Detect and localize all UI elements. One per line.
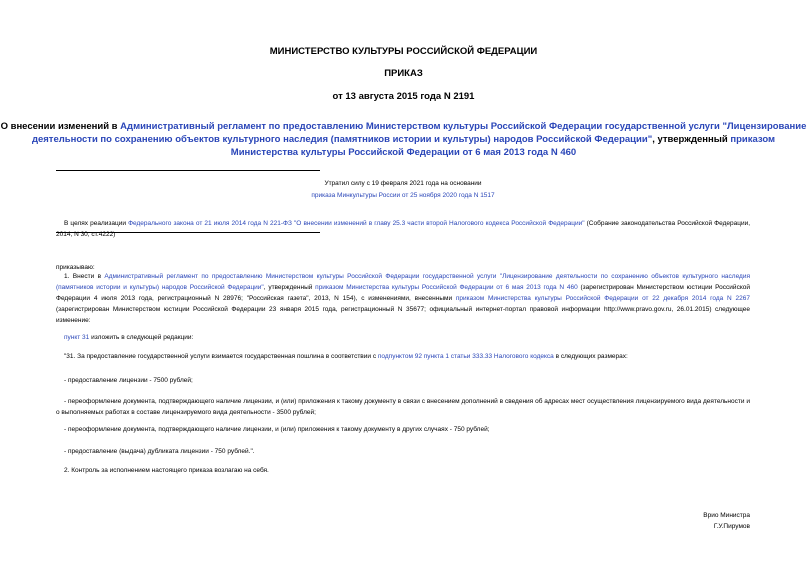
order-word: приказываю: (56, 264, 95, 271)
item1-link-regulation[interactable]: Административный регламент по предоставлению Министерством культуры Российской Федерации государственной услуги "Лицензирование деятельности по сохранению объектов культурного наследия (памятников истории и культуры) народов Российской Федерации" (56, 273, 750, 291)
divider-top (56, 170, 320, 171)
title-link-regulation[interactable]: Административный регламент по предоставлению Министерством культуры Российской Федерации государственной услуги "Лицензирование деятельности по сохранению объектов культурного наследия (памятников истории и культуры) народов Российской Федерации" (31, 121, 807, 145)
quote-link-tax-code[interactable]: подпунктом 92 пункта 1 статьи 333.33 Налогового кодекса (377, 353, 554, 360)
fee-item-4: - предоставление (выдача) дубликата лицензии - 750 рублей.". (64, 448, 255, 455)
doc-type-heading: ПРИКАЗ (384, 68, 423, 79)
item1-pre: 1. Внести в (64, 273, 105, 280)
title-link-order-460[interactable]: приказом Министерства культуры Российской Федерации от 6 мая 2013 года N 460 (230, 134, 776, 158)
fee-item-1: - предоставление лицензии - 7500 рублей; (64, 377, 193, 384)
item1-mid2: (зарегистрирован Министерством юстиции Российской Федерации 4 июля 2013 года, регистрационный N 28976; "Российская газета", 2013, N 154), с изменениями, внесенными (56, 284, 750, 302)
date-number-heading: от 13 августа 2015 года N 2191 (332, 91, 475, 102)
item-2-paragraph: 2. Контроль за исполнением настоящего приказа возлагаю на себя. (64, 467, 269, 474)
preamble-pre: В целях реализации (64, 220, 129, 227)
item-p31-paragraph (56, 332, 750, 343)
preamble-paragraph (56, 218, 750, 240)
quote-paragraph (56, 351, 750, 362)
lost-force-note: Утратил силу с 19 февраля 2021 года на основании (324, 180, 482, 187)
quote-pre: "31. За предоставление государственной услуги взимается государственная пошлина в соответствии с (64, 353, 378, 360)
preamble-link-law[interactable]: Федерального закона от 21 июля 2014 года N 221-ФЗ "О внесении изменений в главу 25.3 части второй Налогового кодекса Российской Федерации" (128, 220, 585, 227)
signature-position: Врио Министра (703, 512, 750, 519)
item-1-paragraph (56, 271, 750, 326)
signature-name: Г.У.Пирумов (713, 523, 750, 530)
item1-link-order-460[interactable]: приказом Министерства культуры Российской Федерации от 6 мая 2013 года N 460 (315, 284, 578, 291)
fee-item-2: - переоформление документа, подтверждающего наличие лицензии, и (или) приложения к такому документу в связи с внесением дополнений в сведения об адресах мест осуществления лицензируемого вида деятельности и о выполняемых работах в составе лицензируемого вида деятельности - 3500 рублей; (56, 398, 750, 416)
title-mid: , утвержденный (652, 134, 731, 145)
quote-post: в следующих размерах: (553, 353, 628, 360)
item1-post: (зарегистрирован Министерством юстиции Российской Федерации 23 января 2015 года, регистрационный N 35677; официальный интернет-портал правовой информации http://www.pravo.gov.ru, 26.01.2015) следующее изменение: (56, 306, 750, 324)
ministry-heading: МИНИСТЕРСТВО КУЛЬТУРЫ РОССИЙСКОЙ ФЕДЕРАЦИИ (269, 46, 538, 57)
document-title (0, 120, 807, 159)
item1-mid1: , утвержденный (263, 284, 316, 291)
lost-force-link[interactable]: приказа Минкультуры России от 25 ноября 2020 года N 1517 (311, 192, 495, 199)
divider-bottom (56, 232, 320, 233)
title-pre: О внесении изменений в (0, 121, 121, 132)
p31-link[interactable]: пункт 31 (64, 334, 90, 341)
p31-post: изложить в следующей редакции: (89, 334, 194, 341)
item1-link-order-2267[interactable]: приказом Министерства культуры Российской Федерации от 22 декабря 2014 года N 2267 (455, 295, 750, 302)
fee-item-3: - переоформление документа, подтверждающего наличие лицензии, и (или) приложения к такому документу в других случаях - 750 рублей; (64, 426, 490, 433)
preamble-post: (Собрание законодательства Российской Федерации, 2014, N 30, ст.4222) (56, 220, 751, 238)
